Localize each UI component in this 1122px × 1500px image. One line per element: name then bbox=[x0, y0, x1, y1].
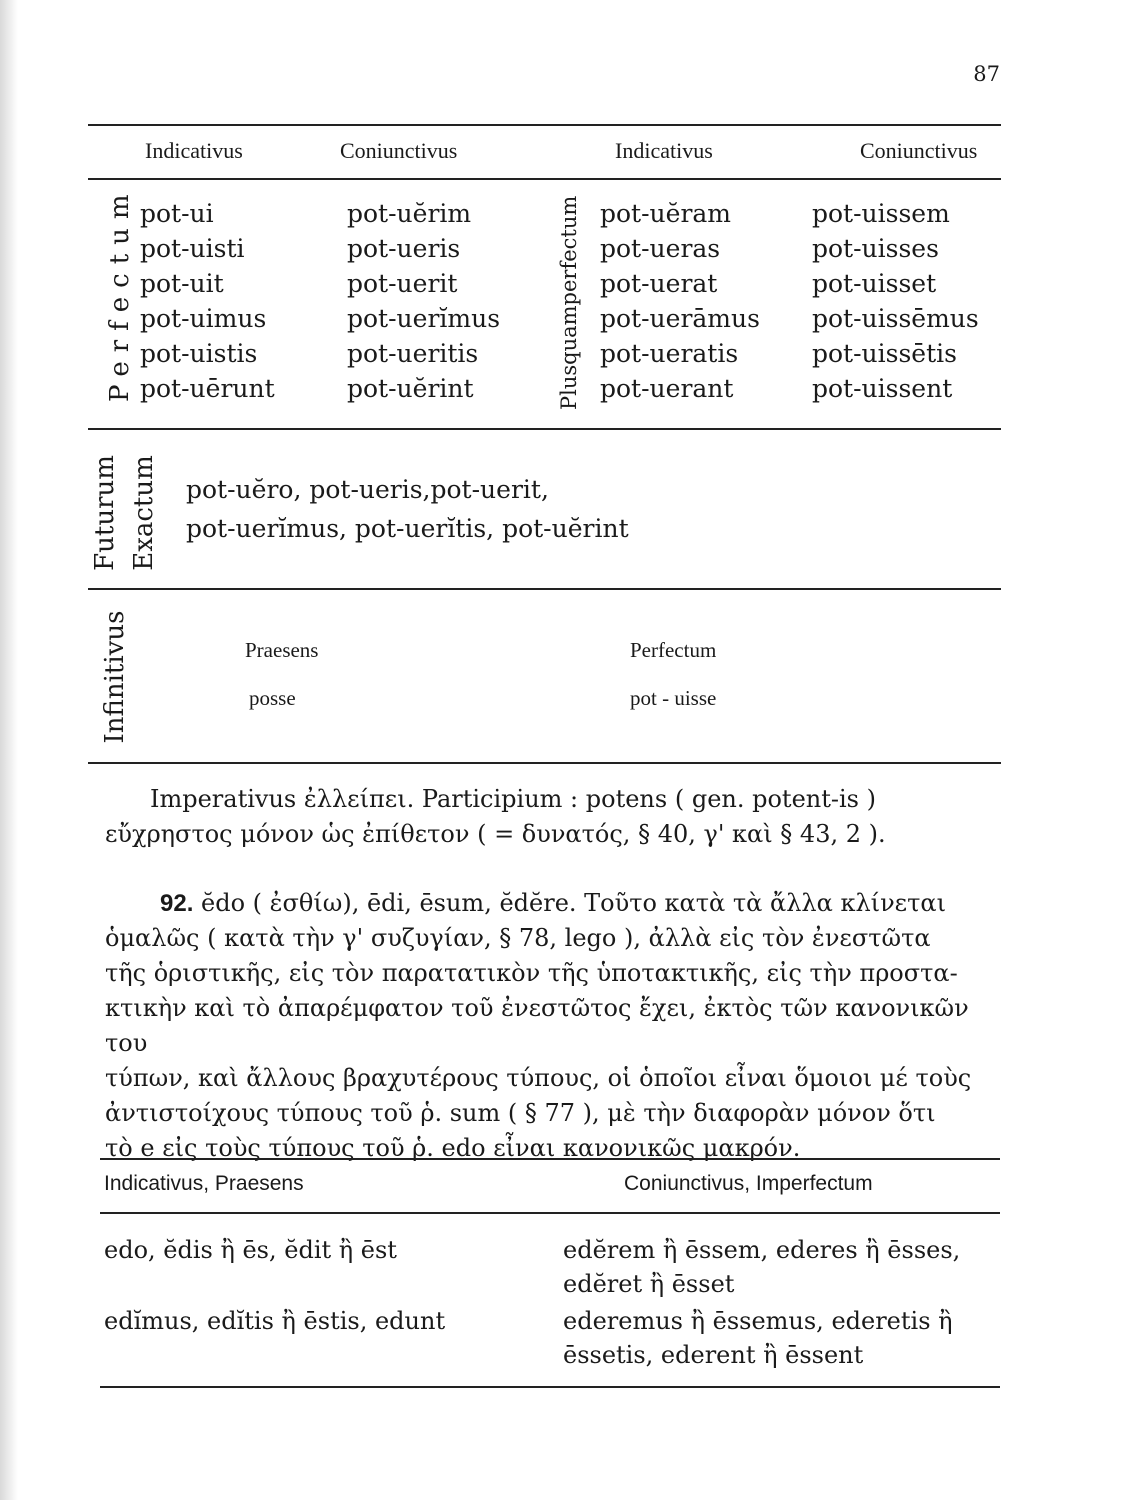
perf-coni-4: pot-uerĭmus bbox=[347, 304, 501, 333]
table1-header-rule bbox=[88, 178, 1001, 180]
table2-top-rule bbox=[100, 1158, 1000, 1160]
plus-coni-4: pot-uissēmus bbox=[812, 304, 979, 333]
edo-coniunctivus-row-1: edĕrem ἢ ēssem, ederes ἢ ēsses, edĕret ἢ ēsset bbox=[563, 1236, 961, 1298]
plus-ind-4: pot-uerāmus bbox=[600, 304, 760, 333]
plus-coni-3: pot-uisset bbox=[812, 269, 937, 298]
futurum-forms-line-1: pot-uĕro, pot-ueris,pot-uerit, bbox=[186, 475, 549, 504]
perfectum-side-label: Perfectum bbox=[105, 185, 135, 402]
perfectum-coniunctivus-column bbox=[347, 196, 500, 406]
inf-praesens-label: Praesens bbox=[245, 638, 319, 662]
plus-coni-2: pot-uisses bbox=[812, 234, 939, 263]
plus-ind-6: pot-uerant bbox=[600, 374, 734, 403]
perfectum-bottom-rule bbox=[88, 428, 1001, 430]
section-92-line-3: τῆς ὁριστικῆς, εἰς τὸν παρατατικὸν τῆς ὑποτακτικῆς, εἰς τὴν προστα- bbox=[105, 959, 958, 987]
plus-coni-5: pot-uissētis bbox=[812, 339, 957, 368]
inf-perfectum-label: Perfectum bbox=[630, 638, 717, 662]
inf-perfectum-value: pot - uisse bbox=[630, 686, 717, 710]
participium-paragraph bbox=[150, 782, 1000, 817]
perf-coni-5: pot-ueritis bbox=[347, 339, 479, 368]
page-number: 87 bbox=[973, 62, 1000, 86]
table1-bottom-rule bbox=[88, 762, 1001, 764]
plusquam-coniunctivus-column bbox=[812, 196, 979, 406]
table2-header-right: Coniunctivus, Imperfectum bbox=[624, 1172, 873, 1195]
table2-bottom-rule bbox=[100, 1386, 1000, 1388]
section-92-line-6: ἀντιστοίχους τύπους τοῦ ῥ. sum ( § 77 ), μὲ τὴν διαφορὰν μόνον ὅτι bbox=[105, 1099, 936, 1127]
plus-ind-2: pot-ueras bbox=[600, 234, 721, 263]
table1-header-coniunctivus-1: Coniunctivus bbox=[340, 138, 458, 163]
futurum-forms-line-2: pot-uerĭmus, pot-uerĭtis, pot-uĕrint bbox=[186, 514, 629, 543]
inf-praesens-value: posse bbox=[249, 686, 296, 710]
perf-ind-4: pot-uimus bbox=[140, 304, 267, 333]
perf-coni-1: pot-uĕrim bbox=[347, 199, 472, 228]
table1-header-coniunctivus-2: Coniunctivus bbox=[860, 138, 978, 163]
futurum-bottom-rule bbox=[88, 588, 1001, 590]
edo-coniunctivus-row-2: ederemus ἢ ēssemus, ederetis ἢ ēssetis, ederent ἢ ēssent bbox=[563, 1307, 953, 1369]
perf-ind-6: pot-uērunt bbox=[140, 374, 275, 403]
participium-line-1: Imperativus ἐλλείπει. Participium : potens ( gen. potent-is ) bbox=[150, 785, 876, 813]
edo-indicativus-row-2: edĭmus, edĭtis ἢ ēstis, edunt bbox=[104, 1307, 446, 1335]
plus-ind-3: pot-uerat bbox=[600, 269, 718, 298]
perf-ind-5: pot-uistis bbox=[140, 339, 258, 368]
section-92-line-1-text: ĕdo ( ἐσθίω), ēdi, ēsum, ĕdĕre. Τοῦτο κατὰ τὰ ἄλλα κλίνεται bbox=[193, 889, 946, 917]
section-92-line-4: κτικὴν καὶ τὸ ἀπαρέμφατον τοῦ ἐνεστῶτος ἔχει, ἐκτὸς τῶν κανονικῶν του bbox=[105, 994, 969, 1057]
edo-indicativus-row-1: edo, ĕdis ἢ ēs, ĕdit ἢ ēst bbox=[104, 1236, 397, 1264]
plus-coni-1: pot-uissem bbox=[812, 199, 950, 228]
perf-coni-2: pot-ueris bbox=[347, 234, 461, 263]
table1-header-indicativus-1: Indicativus bbox=[145, 138, 243, 163]
participium-paragraph-cont bbox=[105, 817, 1000, 852]
plus-coni-6: pot-uissent bbox=[812, 374, 953, 403]
futurum-side-label: Futurum bbox=[90, 455, 120, 571]
section-92-line-7: τὸ e εἰς τοὺς τύπους τοῦ ῥ. edo εἶναι κανονικῶς μακρόν. bbox=[105, 1134, 801, 1162]
table2-header-left: Indicativus, Praesens bbox=[104, 1172, 304, 1195]
plusquamperfectum-side-label: Plusquamperfectum bbox=[557, 195, 581, 410]
infinitivus-side-label: Infinitivus bbox=[100, 610, 130, 744]
section-92-line-1 bbox=[105, 886, 1000, 921]
perfectum-indicativus-column bbox=[140, 196, 275, 406]
participium-line-2: εὔχρηστος μόνον ὡς ἐπίθετον ( = δυνατός, § 40, γ' καὶ § 43, 2 ). bbox=[105, 820, 886, 848]
plus-ind-1: pot-uĕram bbox=[600, 199, 732, 228]
perf-coni-6: pot-uĕrint bbox=[347, 374, 474, 403]
section-92-line-5: τύπων, καὶ ἄλλους βραχυτέρους τύπους, οἱ ὁποῖοι εἶναι ὅμοιοι μέ τοὺς bbox=[105, 1064, 972, 1092]
table2-header-rule bbox=[100, 1212, 1000, 1214]
perf-ind-2: pot-uisti bbox=[140, 234, 245, 263]
section-92-number: 92. bbox=[160, 890, 194, 917]
page-spine-shadow bbox=[0, 0, 18, 1500]
plusquam-indicativus-column bbox=[600, 196, 760, 406]
perf-ind-1: pot-ui bbox=[140, 199, 214, 228]
section-92-line-2: ὁμαλῶς ( κατὰ τὴν γ' συζυγίαν, § 78, lego ), ἀλλὰ εἰς τὸν ἐνεστῶτα bbox=[105, 924, 931, 952]
table1-top-rule bbox=[88, 124, 1001, 126]
plus-ind-5: pot-ueratis bbox=[600, 339, 739, 368]
perf-coni-3: pot-uerit bbox=[347, 269, 458, 298]
perf-ind-3: pot-uit bbox=[140, 269, 224, 298]
exactum-side-label: Exactum bbox=[129, 455, 159, 571]
table1-header-indicativus-2: Indicativus bbox=[615, 138, 713, 163]
section-92-paragraph bbox=[105, 886, 1000, 1166]
